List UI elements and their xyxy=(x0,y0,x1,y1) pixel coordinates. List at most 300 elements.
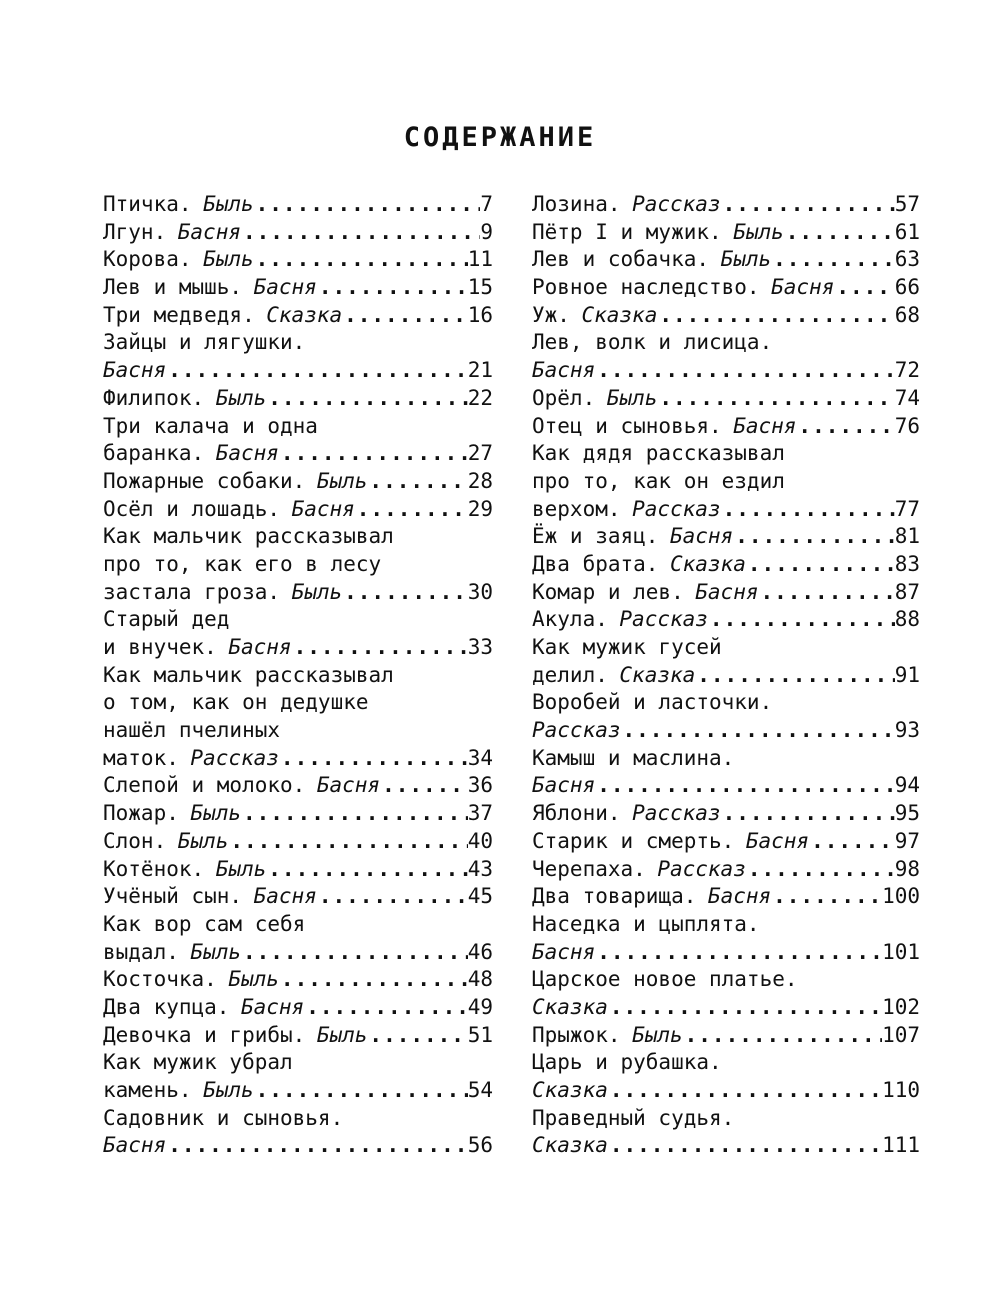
dot-leader xyxy=(166,1132,467,1160)
dot-leader xyxy=(721,191,895,219)
toc-entry-page-number: 66 xyxy=(894,275,920,300)
toc-entry-last-line xyxy=(103,745,493,773)
toc-entry xyxy=(103,606,493,661)
toc-entry-genre: Быль xyxy=(215,856,267,881)
toc-entry-genre: Быль xyxy=(316,468,368,493)
toc-entry-genre: Быль xyxy=(190,939,241,964)
toc-entry-page-number: 110 xyxy=(882,1078,920,1102)
toc-entry-title: Ровное наследство. xyxy=(532,275,760,300)
dot-leader xyxy=(367,1022,467,1050)
toc-entry-title-line: Как мальчик рассказывал xyxy=(103,524,394,549)
toc-entry-last-line xyxy=(532,357,920,385)
toc-entry xyxy=(103,883,493,911)
toc-entry-last-line xyxy=(532,1077,920,1105)
dot-leader xyxy=(695,662,894,690)
toc-entry-title-line: Воробей и ласточки. xyxy=(532,690,773,715)
toc-entry-genre: Быль xyxy=(720,247,772,272)
toc-entry-title: Орёл. xyxy=(532,385,596,410)
toc-entry-genre: Быль xyxy=(316,1022,368,1047)
toc-entry-page-number: 76 xyxy=(894,413,920,438)
toc-entry-title: Косточка. xyxy=(103,967,217,992)
toc-entry-title: маток. xyxy=(103,745,179,770)
toc-entry-last-line xyxy=(532,246,920,274)
toc-entry-last-line xyxy=(532,219,920,247)
dot-leader xyxy=(771,883,882,911)
dot-leader xyxy=(228,828,467,856)
toc-entry-page-number: 95 xyxy=(894,801,920,826)
toc-entry-last-line xyxy=(103,579,493,607)
toc-entry-page-number: 29 xyxy=(467,496,493,521)
dot-leader xyxy=(708,606,895,634)
toc-entry xyxy=(103,856,493,884)
toc-entry-page-number: 88 xyxy=(894,607,920,632)
toc-entry-last-line xyxy=(532,883,920,911)
toc-entry-title: камень. xyxy=(103,1078,192,1102)
toc-entry xyxy=(103,191,493,219)
toc-entry-page-number: 93 xyxy=(894,718,920,743)
toc-entry-genre: Сказка xyxy=(532,1133,608,1158)
dot-leader xyxy=(796,413,894,441)
toc-entry xyxy=(103,413,493,468)
toc-entry-last-line xyxy=(103,1022,493,1050)
toc-entry-genre: Басня xyxy=(532,939,596,964)
toc-entry-page-number: 37 xyxy=(467,801,493,826)
toc-entry-page-number: 43 xyxy=(467,856,493,881)
toc-entry-title: Пожар. xyxy=(103,801,179,826)
toc-entry-page-number: 40 xyxy=(467,828,493,853)
toc-entry-genre: Быль xyxy=(203,247,254,272)
toc-entry-last-line xyxy=(532,994,920,1022)
toc-entry-title: Яблони. xyxy=(532,801,621,826)
dot-leader xyxy=(721,800,895,828)
toc-entry xyxy=(103,772,493,800)
dot-leader xyxy=(241,219,480,247)
dot-leader xyxy=(595,357,894,385)
toc-entry-last-line xyxy=(532,1132,920,1160)
toc-entry xyxy=(532,523,920,551)
toc-entry-last-line xyxy=(532,717,920,745)
toc-entry-last-line xyxy=(532,413,920,441)
toc-entry-page-number: 87 xyxy=(894,579,920,604)
toc-entry-genre: Быль xyxy=(632,1022,683,1047)
dot-leader xyxy=(342,302,468,330)
toc-entry-last-line xyxy=(532,191,920,219)
toc-entry-last-line xyxy=(103,496,493,524)
toc-entry-genre: Басня xyxy=(215,441,279,466)
toc-entry-title: Учёный сын. xyxy=(103,884,243,909)
toc-entry-genre: Басня xyxy=(745,828,810,853)
toc-entry-title-line: Садовник и сыновья. xyxy=(103,1105,344,1130)
dot-leader xyxy=(292,634,468,662)
toc-entry-last-line xyxy=(103,191,493,219)
toc-entry xyxy=(103,1022,493,1050)
toc-entry-genre: Рассказ xyxy=(619,607,708,632)
toc-entry-last-line xyxy=(103,634,493,662)
toc-entry-title: Лозина. xyxy=(532,192,621,216)
toc-entry-title: Слон. xyxy=(103,828,167,853)
toc-entry-genre: Басня xyxy=(103,1133,167,1158)
toc-entry-genre: Басня xyxy=(532,773,596,798)
dot-leader xyxy=(771,246,895,274)
toc-entry-title: делил. xyxy=(532,662,608,687)
toc-entry-last-line xyxy=(103,828,493,856)
toc-entry-genre: Быль xyxy=(190,801,241,826)
page-title: СОДЕРЖАНИЕ xyxy=(403,122,597,153)
toc-entry-title: Комар и лев. xyxy=(532,579,684,604)
dot-leader xyxy=(683,1022,882,1050)
toc-entry-last-line xyxy=(532,385,920,413)
toc-entry-genre: Басня xyxy=(707,884,772,909)
dot-leader xyxy=(279,745,468,773)
toc-entry xyxy=(532,828,920,856)
toc-entry xyxy=(532,1022,920,1050)
toc-entry-genre: Рассказ xyxy=(190,745,279,770)
toc-entry xyxy=(532,856,920,884)
toc-entry-title-line: Как дядя рассказывал xyxy=(532,441,785,466)
toc-entry xyxy=(532,911,920,966)
toc-entry-page-number: 68 xyxy=(894,302,920,327)
toc-entry-last-line xyxy=(103,219,493,247)
toc-entry xyxy=(103,246,493,274)
toc-entry-last-line xyxy=(532,828,920,856)
dot-leader xyxy=(608,1132,882,1160)
dot-leader xyxy=(657,385,894,413)
toc-entry-page-number: 36 xyxy=(467,773,493,798)
toc-entry-page-number: 98 xyxy=(894,856,920,881)
toc-entry-page-number: 28 xyxy=(467,468,493,493)
toc-entry-title-line: о том, как он дедушке xyxy=(103,690,369,715)
toc-entry-title-line: Лев, волк и лисица. xyxy=(532,330,773,355)
dot-leader xyxy=(621,717,895,745)
toc-entry-genre: Басня xyxy=(177,219,241,244)
toc-entry xyxy=(103,994,493,1022)
toc-entry-genre: Сказка xyxy=(581,302,658,327)
toc-entry-title-line: Три калача и одна xyxy=(103,413,318,438)
toc-entry-genre: Сказка xyxy=(669,551,746,576)
toc-column-right xyxy=(532,191,920,1160)
toc-entry-page-number: 51 xyxy=(467,1022,493,1047)
toc-entry-last-line xyxy=(103,856,493,884)
toc-entry-title-line: Как мальчик рассказывал xyxy=(103,662,394,687)
toc-entry-genre: Рассказ xyxy=(632,496,721,521)
toc-entry-page-number: 48 xyxy=(467,967,493,992)
toc-entry-last-line xyxy=(532,800,920,828)
dot-leader xyxy=(608,994,882,1022)
toc-entry xyxy=(532,551,920,579)
dot-leader xyxy=(733,523,895,551)
toc-entry-title-line: Царь и рубашка. xyxy=(532,1050,722,1075)
dot-leader xyxy=(758,579,894,607)
toc-entry-page-number: 101 xyxy=(882,939,920,964)
toc-entry-genre: Басня xyxy=(103,358,167,383)
toc-entry-genre: Рассказ xyxy=(532,718,621,743)
toc-entry-genre: Быль xyxy=(177,828,229,853)
toc-entry-last-line xyxy=(532,551,920,579)
toc-entry xyxy=(532,579,920,607)
toc-entry xyxy=(532,606,920,634)
toc-entry xyxy=(532,966,920,1021)
toc-entry-last-line xyxy=(532,579,920,607)
toc-entry-genre: Басня xyxy=(291,496,355,521)
toc-entry-title-line: Царское новое платье. xyxy=(532,967,798,992)
toc-entry-page-number: 49 xyxy=(467,994,493,1019)
toc-entry-title: выдал. xyxy=(103,939,179,964)
toc-entry xyxy=(103,828,493,856)
toc-entry-page-number: 56 xyxy=(467,1133,493,1158)
toc-entry-last-line xyxy=(103,1077,493,1105)
toc-entry-last-line xyxy=(103,994,493,1022)
toc-entry-page-number: 74 xyxy=(894,385,920,410)
toc-entry-genre: Быль xyxy=(733,219,784,244)
toc-entry-title: Котёнок. xyxy=(103,856,205,881)
toc-entry xyxy=(103,496,493,524)
dot-leader xyxy=(608,1077,882,1105)
toc-entry-title: Слепой и молоко. xyxy=(103,773,306,798)
dot-leader xyxy=(317,883,468,911)
toc-column-left xyxy=(103,191,493,1160)
toc-entry-page-number: 57 xyxy=(894,192,920,216)
toc-entry-page-number: 22 xyxy=(467,385,493,410)
toc-entry-genre: Басня xyxy=(733,413,797,438)
toc-entry xyxy=(532,634,920,689)
toc-entry-title-line: Праведный судья. xyxy=(532,1105,735,1130)
toc-entry-last-line xyxy=(532,856,920,884)
dot-leader xyxy=(657,302,894,330)
toc-entry-title: верхом. xyxy=(532,496,621,521)
toc-entry-title: Лгун. xyxy=(103,219,167,244)
toc-entry-title: Ёж и заяц. xyxy=(532,524,659,549)
toc-entry-title-line: Зайцы и лягушки. xyxy=(103,330,306,355)
toc-entry-title: Черепаха. xyxy=(532,856,646,881)
toc-entry xyxy=(103,662,493,773)
toc-entry-title: Два брата. xyxy=(532,551,659,576)
toc-entry xyxy=(103,800,493,828)
toc-entry xyxy=(532,1105,920,1160)
toc-entry-title: Корова. xyxy=(103,247,192,272)
toc-entry xyxy=(532,191,920,219)
toc-entry-page-number: 46 xyxy=(467,939,493,964)
toc-entry-genre: Басня xyxy=(771,275,835,300)
toc-entry-title-line: про то, как его в лесу xyxy=(103,551,382,576)
toc-entry xyxy=(532,274,920,302)
toc-entry-page-number: 81 xyxy=(894,524,920,549)
dot-leader xyxy=(595,772,894,800)
toc-entry-last-line xyxy=(103,800,493,828)
toc-entry-last-line xyxy=(103,772,493,800)
toc-entry-page-number: 107 xyxy=(882,1022,920,1047)
toc-entry-genre: Басня xyxy=(532,358,596,383)
toc-entry xyxy=(103,329,493,384)
toc-entry-genre: Басня xyxy=(316,773,381,798)
toc-entry-genre: Быль xyxy=(228,967,279,992)
toc-entry xyxy=(532,246,920,274)
toc-entry-title: Акула. xyxy=(532,607,608,632)
toc-entry-last-line xyxy=(532,606,920,634)
toc-entry-last-line xyxy=(532,302,920,330)
toc-entry-title: Филипок. xyxy=(103,385,205,410)
toc-entry xyxy=(103,911,493,966)
dot-leader xyxy=(746,856,895,884)
dot-leader xyxy=(721,496,895,524)
toc-entry-genre: Басня xyxy=(695,579,759,604)
toc-entry-page-number: 30 xyxy=(467,579,493,604)
toc-entry-title-line: Как вор сам себя xyxy=(103,911,306,936)
toc-entry xyxy=(103,1049,493,1104)
toc-entry-last-line xyxy=(103,246,493,274)
toc-entry xyxy=(103,1105,493,1160)
toc-entry-page-number: 21 xyxy=(467,358,493,383)
toc-entry xyxy=(103,523,493,606)
toc-entry-genre: Быль xyxy=(203,1078,254,1102)
toc-entry xyxy=(103,302,493,330)
toc-entry-last-line xyxy=(532,523,920,551)
toc-entry-page-number: 63 xyxy=(894,247,920,272)
toc-entry-genre: Басня xyxy=(669,524,734,549)
toc-entry-last-line xyxy=(532,1022,920,1050)
toc-entry-title: Отец и сыновья. xyxy=(532,413,722,438)
toc-entry-genre: Басня xyxy=(253,275,317,300)
dot-leader xyxy=(746,551,895,579)
toc-entry-page-number: 54 xyxy=(467,1078,493,1102)
toc-entry-genre: Быль xyxy=(215,385,267,410)
toc-entry xyxy=(532,745,920,800)
toc-entry xyxy=(532,302,920,330)
toc-entry-page-number: 61 xyxy=(894,219,920,244)
toc-entry-page-number: 97 xyxy=(894,828,920,853)
toc-entry-genre: Сказка xyxy=(619,662,696,687)
toc-entry-page-number: 102 xyxy=(882,994,920,1019)
dot-leader xyxy=(166,357,467,385)
toc-entry-genre: Сказка xyxy=(266,302,343,327)
toc-entry-last-line xyxy=(532,939,920,967)
toc-entry-page-number: 16 xyxy=(467,302,493,327)
toc-entry-title-line: Камыш и маслина. xyxy=(532,745,735,770)
dot-leader xyxy=(380,772,468,800)
toc-entry xyxy=(532,689,920,744)
dot-leader xyxy=(241,939,468,967)
toc-entry-title: Три медведя. xyxy=(103,302,255,327)
toc-entry-last-line xyxy=(103,385,493,413)
toc-entry xyxy=(103,219,493,247)
dot-leader xyxy=(342,579,468,607)
dot-leader xyxy=(834,274,894,302)
toc-entry-title: баранка. xyxy=(103,441,205,466)
dot-leader xyxy=(241,800,468,828)
toc-entry-title: Два товарища. xyxy=(532,884,697,909)
dot-leader xyxy=(254,246,468,274)
toc-entry xyxy=(532,440,920,523)
toc-entry-title: Пожарные собаки. xyxy=(103,468,306,493)
toc-entry-title: Лев и собачка. xyxy=(532,247,710,272)
dot-leader xyxy=(367,468,467,496)
toc-entry-page-number: 94 xyxy=(894,773,920,798)
toc-entry-page-number: 100 xyxy=(882,884,920,909)
toc-entry-title-line: Наседка и цыплята. xyxy=(532,911,760,936)
toc-entry xyxy=(532,413,920,441)
dot-leader xyxy=(266,385,467,413)
toc-entry-genre: Быль xyxy=(203,192,254,216)
dot-leader xyxy=(355,496,468,524)
toc-entry-title: Осёл и лошадь. xyxy=(103,496,281,521)
toc-entry-title-line: Как мужик убрал xyxy=(103,1050,293,1075)
toc-entry-genre: Рассказ xyxy=(657,856,746,881)
toc-entry-title-line: нашёл пчелиных xyxy=(103,718,281,743)
dot-leader xyxy=(304,994,468,1022)
toc-entry-genre: Сказка xyxy=(532,1078,608,1102)
toc-entry xyxy=(103,966,493,994)
dot-leader xyxy=(279,966,468,994)
toc-entry-title: Два купца. xyxy=(103,994,230,1019)
toc-entry-title-line: Старый дед xyxy=(103,607,230,632)
toc-entry xyxy=(103,468,493,496)
toc-entry-genre: Басня xyxy=(240,994,305,1019)
toc-entry xyxy=(532,883,920,911)
toc-entry-title-line: про то, как он ездил xyxy=(532,468,785,493)
toc-entry-last-line xyxy=(103,966,493,994)
toc-entry-title-line: Как мужик гусей xyxy=(532,635,722,659)
toc-entry xyxy=(532,800,920,828)
toc-entry-page-number: 83 xyxy=(894,551,920,576)
toc-entry-last-line xyxy=(103,468,493,496)
toc-entry-title: Старик и смерть. xyxy=(532,828,735,853)
toc-entry-last-line xyxy=(532,274,920,302)
toc-entry xyxy=(103,385,493,413)
dot-leader xyxy=(809,828,895,856)
toc-entry-genre: Сказка xyxy=(532,994,608,1019)
toc-entry-page-number: 111 xyxy=(882,1133,920,1158)
toc-entry-last-line xyxy=(103,357,493,385)
toc-entry-last-line xyxy=(103,302,493,330)
toc-entry-last-line xyxy=(103,274,493,302)
toc-entry-page-number: 9 xyxy=(480,219,493,244)
dot-leader xyxy=(254,1077,468,1105)
toc-entry xyxy=(532,219,920,247)
toc-entry-genre: Басня xyxy=(253,884,317,909)
toc-entry-genre: Рассказ xyxy=(632,801,721,826)
toc-entry-title: Птичка. xyxy=(103,192,192,216)
dot-leader xyxy=(595,939,882,967)
toc-entry-genre: Басня xyxy=(228,635,292,659)
toc-entry-title: Прыжок. xyxy=(532,1022,621,1047)
toc-entry-page-number: 45 xyxy=(467,884,493,909)
toc-entry-page-number: 72 xyxy=(894,358,920,383)
toc-entry xyxy=(103,274,493,302)
toc-entry-title: Девочка и грибы. xyxy=(103,1022,306,1047)
toc-entry-title: Пётр I и мужик. xyxy=(532,219,722,244)
toc-entry-genre: Быль xyxy=(291,579,343,604)
toc-entry-page-number: 11 xyxy=(467,247,493,272)
toc-entry-page-number: 15 xyxy=(467,275,493,300)
toc-entry-last-line xyxy=(103,939,493,967)
toc-entry-page-number: 91 xyxy=(894,662,920,687)
dot-leader xyxy=(254,191,481,219)
toc-entry-page-number: 77 xyxy=(894,496,920,521)
toc-entry-genre: Рассказ xyxy=(632,192,721,216)
dot-leader xyxy=(317,274,468,302)
toc-entry-last-line xyxy=(103,1132,493,1160)
toc-entry-last-line xyxy=(103,440,493,468)
toc-entry-last-line xyxy=(532,496,920,524)
toc-entry xyxy=(532,385,920,413)
dot-leader xyxy=(279,440,468,468)
toc-entry-genre: Быль xyxy=(606,385,658,410)
toc-entry-title: и внучек. xyxy=(103,635,217,659)
toc-entry-page-number: 7 xyxy=(480,192,493,216)
toc-entry xyxy=(532,329,920,384)
toc-entry-last-line xyxy=(103,883,493,911)
dot-leader xyxy=(784,219,895,247)
toc-entry-page-number: 33 xyxy=(467,635,493,659)
